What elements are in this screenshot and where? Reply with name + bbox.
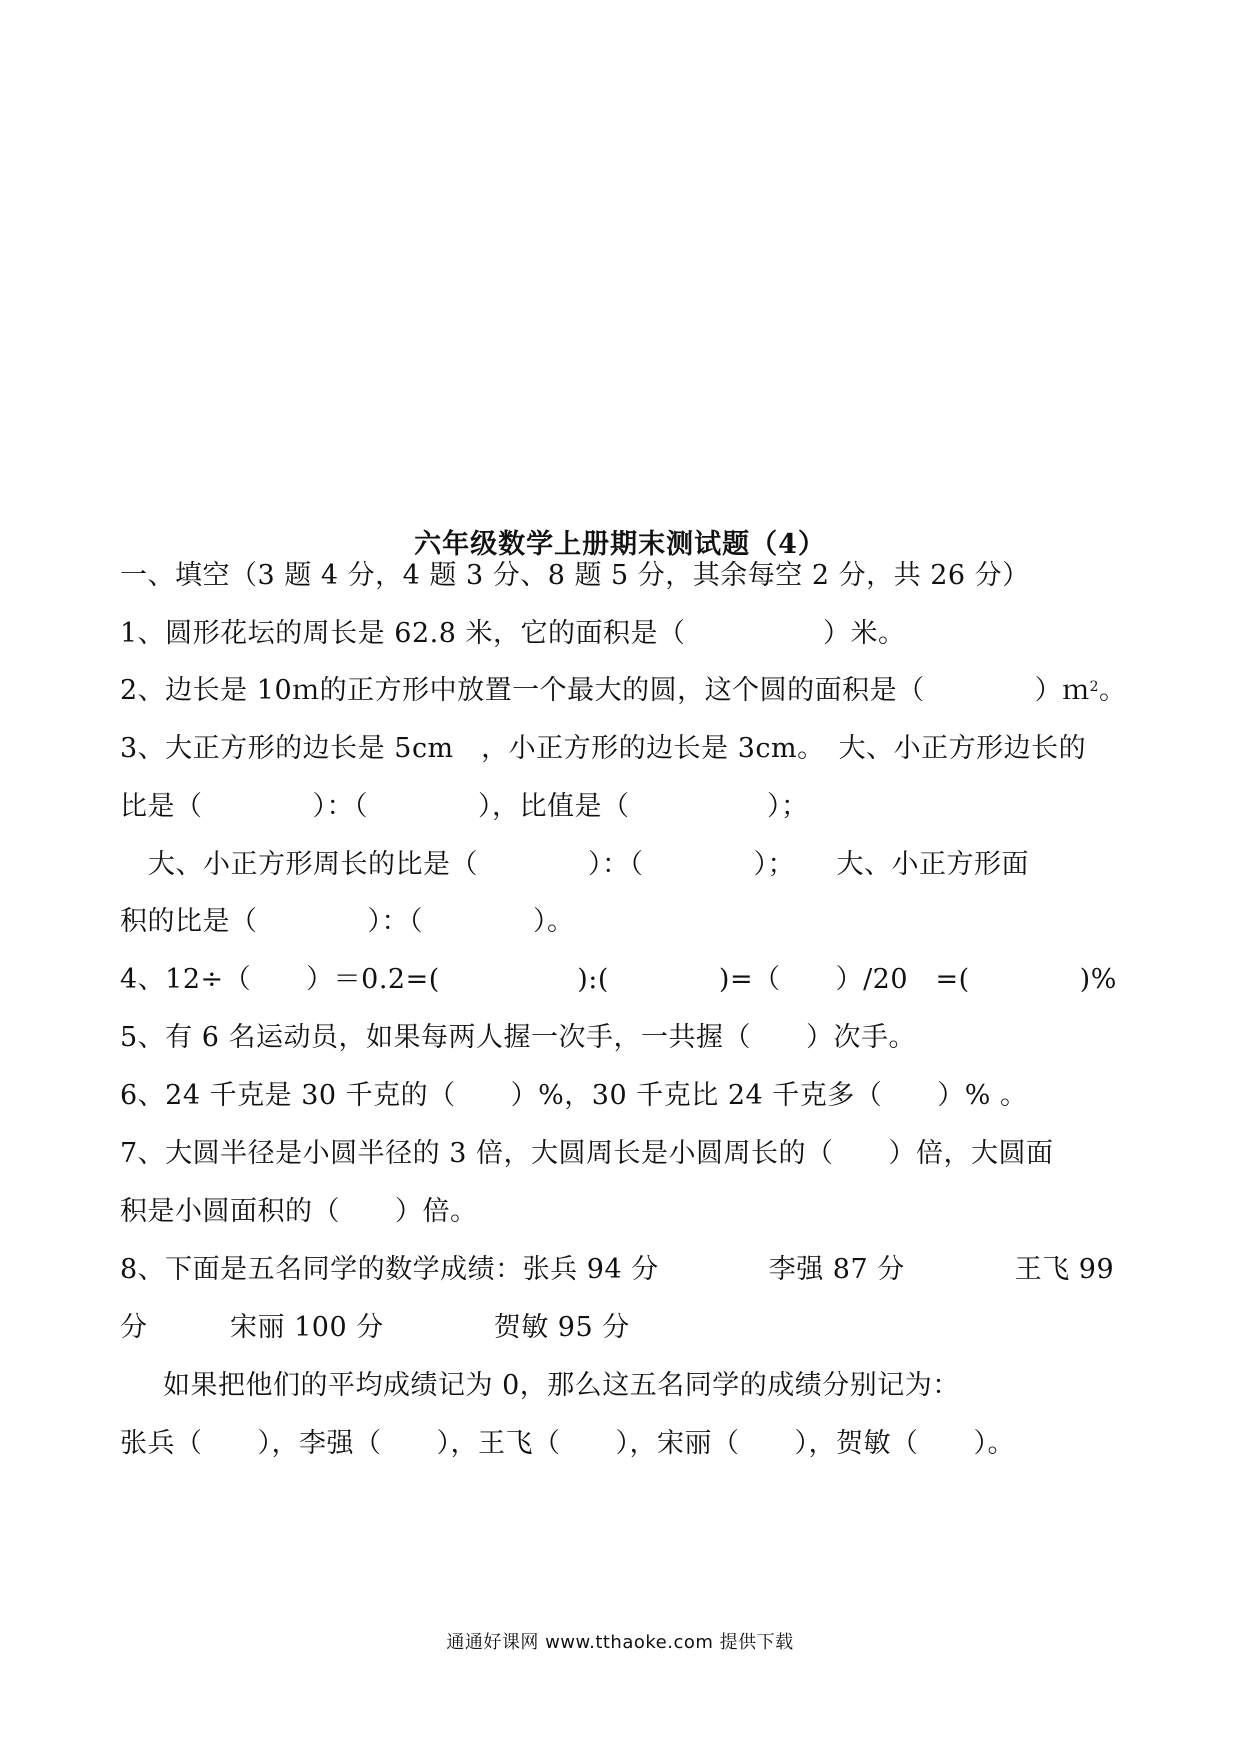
question-7-line-1: 7、大圆半径是小圆半径的 3 倍，大圆周长是小圆周长的（ ）倍，大圆面 xyxy=(120,1138,1054,1169)
question-8-line-3: 如果把他们的平均成绩记为 0，那么这五名同学的成绩分别记为： xyxy=(163,1370,960,1401)
section-heading: 一、填空（3 题 4 分，4 题 3 分、8 题 5 分，其余每空 2 分，共 26 分） xyxy=(120,560,1030,591)
question-4: 4、12÷（ ）＝0.2=( ):( )=（ ）/20 =( )% xyxy=(120,964,1117,995)
question-6: 6、24 千克是 30 千克的（ ）%，30 千克比 24 千克多（ ）% 。 xyxy=(120,1080,1028,1111)
question-2-end: 。 xyxy=(1099,675,1127,706)
question-3-line-1: 3、大正方形的边长是 5cm ，小正方形的边长是 3cm。 大、小正方形边长的 xyxy=(120,733,1087,764)
footer-source: 通通好课网 www.tthaoke.com 提供下载 xyxy=(446,1632,794,1653)
question-8-line-1: 8、下面是五名同学的数学成绩：张兵 94 分 李强 87 分 王飞 99 xyxy=(120,1254,1115,1285)
question-2 xyxy=(120,673,1127,709)
superscript-2: 2 xyxy=(1089,679,1100,695)
question-3-line-2: 比是（ ）：（ ），比值是（ ）； xyxy=(120,791,809,822)
question-8-line-2: 分 宋丽 100 分 贺敏 95 分 xyxy=(120,1312,630,1343)
question-2-text: 2、边长是 10ｍ的正方形中放置一个最大的圆，这个圆的面积是（ ）ｍ xyxy=(120,675,1090,706)
question-3-line-3: 大、小正方形周长的比是（ ）：（ ）； 大、小正方形面 xyxy=(148,849,1029,880)
question-1: 1、圆形花坛的周长是 62.8 米，它的面积是（ ）米。 xyxy=(120,618,906,649)
question-7-line-2: 积是小圆面积的（ ）倍。 xyxy=(120,1196,478,1227)
question-5: 5、有 6 名运动员，如果每两人握一次手，一共握（ ）次手。 xyxy=(120,1022,917,1053)
question-8-line-4: 张兵（ ），李强（ ），王飞（ ），宋丽（ ），贺敏（ ）。 xyxy=(120,1428,1015,1459)
question-3-line-4: 积的比是（ ）：（ ）。 xyxy=(120,906,575,937)
page-title: 六年级数学上册期末测试题（4） xyxy=(414,529,826,560)
